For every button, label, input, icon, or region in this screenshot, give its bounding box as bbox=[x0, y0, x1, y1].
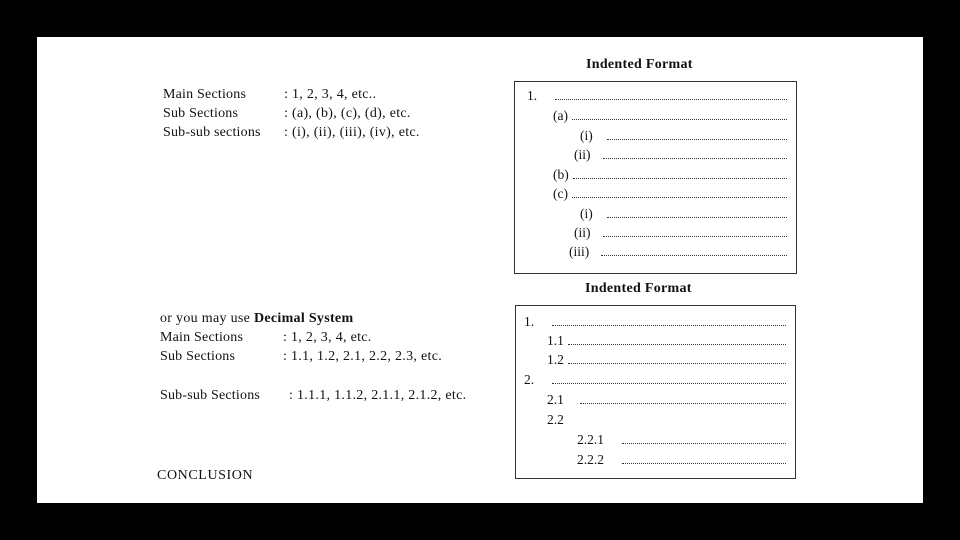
indented-format-title-2: Indented Format bbox=[585, 281, 692, 296]
outline-item: (ii) bbox=[574, 225, 787, 241]
outline-item: (a) bbox=[553, 108, 787, 124]
decimal-intro bbox=[160, 311, 353, 327]
indented-format-title: Indented Format bbox=[586, 57, 693, 72]
main-sections-value: : 1, 2, 3, 4, etc.. bbox=[284, 87, 377, 102]
outline-item: (c) bbox=[553, 186, 787, 202]
indented-format-box bbox=[514, 81, 797, 274]
decimal-intro-prefix: or you may use bbox=[160, 311, 251, 326]
outline-item: 2.2.2 bbox=[577, 452, 786, 468]
decimal-main-sections-value: : 1, 2, 3, 4, etc. bbox=[283, 330, 372, 345]
outline-item: 1. bbox=[527, 88, 787, 104]
outline-item: 2. bbox=[524, 372, 786, 388]
outline-item: 1.1 bbox=[547, 333, 786, 349]
outline-item: 1. bbox=[524, 314, 786, 330]
decimal-system-title: Decimal System bbox=[253, 311, 354, 326]
decimal-sub-sections-value: : 1.1, 1.2, 2.1, 2.2, 2.3, etc. bbox=[283, 349, 443, 364]
outline-item: (i) bbox=[580, 128, 787, 144]
decimal-sub-sub-sections-label: Sub-sub Sections bbox=[160, 388, 261, 403]
outline-item: 2.1 bbox=[547, 392, 786, 408]
outline-item: 1.2 bbox=[547, 352, 786, 368]
outline-item: (i) bbox=[580, 206, 787, 222]
indented-format-box-2 bbox=[515, 305, 796, 479]
outline-item: (iii) bbox=[569, 244, 787, 260]
outline-item: 2.2.1 bbox=[577, 432, 786, 448]
decimal-sub-sections-label: Sub Sections bbox=[160, 349, 236, 364]
sub-sub-sections-value: : (i), (ii), (iii), (iv), etc. bbox=[284, 125, 420, 140]
conclusion-heading: CONCLUSION bbox=[157, 468, 254, 483]
sub-sub-sections-label: Sub-sub sections bbox=[163, 125, 261, 140]
document-page bbox=[37, 37, 923, 503]
decimal-main-sections-label: Main Sections bbox=[160, 330, 244, 345]
sub-sections-value: : (a), (b), (c), (d), etc. bbox=[284, 106, 411, 121]
outline-item: (b) bbox=[553, 167, 787, 183]
decimal-sub-sub-sections-value: : 1.1.1, 1.1.2, 2.1.1, 2.1.2, etc. bbox=[289, 388, 467, 403]
outline-item: 2.2 bbox=[547, 412, 564, 427]
main-sections-label: Main Sections bbox=[163, 87, 247, 102]
sub-sections-label: Sub Sections bbox=[163, 106, 239, 121]
outline-item: (ii) bbox=[574, 147, 787, 163]
